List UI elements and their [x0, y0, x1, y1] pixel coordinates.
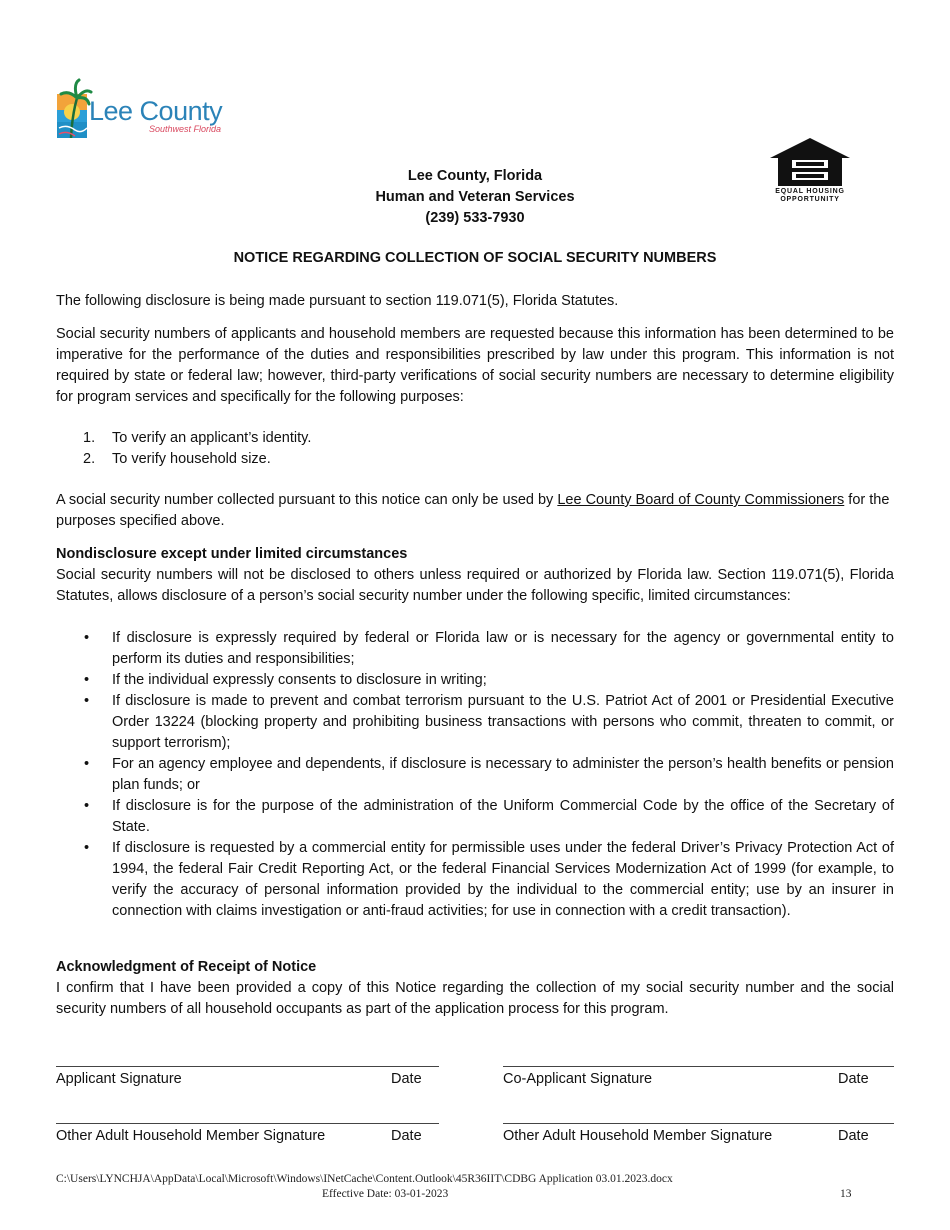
usage-text-after: for the purposes specified above.	[56, 492, 890, 529]
list-text: To verify household size.	[112, 451, 271, 467]
bullet-icon: •	[84, 630, 90, 646]
co-applicant-signature-line[interactable]	[503, 1066, 894, 1067]
acknowledgment-section	[56, 957, 894, 1020]
logo-tagline: Southwest Florida	[149, 124, 222, 134]
logo-text: Lee County	[89, 96, 223, 126]
bullet-icon: •	[84, 693, 90, 709]
list-item	[56, 754, 894, 796]
disclosure-circumstances-list	[56, 628, 894, 922]
list-item	[56, 838, 894, 922]
usage-paragraph	[56, 490, 894, 532]
list-item	[56, 691, 894, 754]
list-item	[56, 670, 894, 691]
usage-entity: Lee County Board of County Commissioners	[557, 492, 845, 508]
list-text: If disclosure is made to prevent and combat terrorism pursuant to the U.S. Patriot Act of 2001 or Presidential Executive Order 13224 (blocking property and prohibiting business transactions with persons who commit, threaten to commit, or support terrorism);	[112, 693, 894, 751]
list-text: If the individual expressly consents to disclosure in writing;	[112, 672, 487, 688]
applicant-signature-line[interactable]	[56, 1066, 439, 1067]
bullet-icon: •	[84, 798, 90, 814]
nondisclosure-section	[56, 544, 894, 607]
list-text: If disclosure is expressly required by federal or Florida law or is necessary for the agency or governmental entity to perform its duties and responsibilities;	[112, 630, 894, 667]
header-phone: (239) 533-7930	[425, 210, 525, 226]
footer-effective-date: Effective Date: 03-01-2023	[322, 1188, 449, 1200]
header-county: Lee County, Florida	[407, 168, 543, 184]
list-item	[56, 428, 894, 449]
list-text: To verify an applicant’s identity.	[112, 430, 312, 446]
page-number: 13	[840, 1188, 852, 1200]
acknowledgment-paragraph: I confirm that I have been provided a copy of this Notice regarding the collection of my social security number and the social security numbers of all household occupants as part of the application process for this program.	[56, 980, 894, 1017]
other-adult-date-label-1: Date	[391, 1128, 422, 1144]
eho-line2: OPPORTUNITY	[780, 196, 840, 203]
list-text: If disclosure is for the purpose of the administration of the Uniform Commercial Code by the office of the Secretary of State.	[112, 798, 894, 835]
list-item	[56, 796, 894, 838]
bullet-icon: •	[84, 756, 90, 772]
lee-county-logo	[55, 78, 235, 142]
other-adult-signature-line-1[interactable]	[56, 1123, 439, 1124]
other-adult-signature-line-2[interactable]	[503, 1123, 894, 1124]
list-item	[56, 628, 894, 670]
other-adult-date-label-2: Date	[838, 1128, 869, 1144]
other-adult-signature-label-2: Other Adult Household Member Signature	[503, 1128, 773, 1144]
list-item	[56, 449, 894, 470]
co-applicant-date-label: Date	[838, 1071, 869, 1087]
usage-text-before: A social security number collected pursuant to this notice can only be used by	[56, 492, 558, 508]
footer-file-path: C:\Users\LYNCHJA\AppData\Local\Microsoft\Windows\INetCache\Content.Outlook\45R36IIT\CDBG Application 03.01.2023.docx	[56, 1173, 673, 1185]
nondisclosure-paragraph: Social security numbers will not be disclosed to others unless required or authorized by Florida law. Section 119.071(5), Florida Statutes, allows disclosure of a person’s social security number under the following specific, limited circumstances:	[56, 567, 894, 604]
agency-header	[0, 166, 950, 229]
other-adult-signature-label-1: Other Adult Household Member Signature	[56, 1128, 326, 1144]
bullet-icon: •	[84, 840, 90, 856]
header-department: Human and Veteran Services	[375, 189, 575, 205]
nondisclosure-heading: Nondisclosure except under limited circumstances	[56, 546, 408, 562]
intro-paragraph: The following disclosure is being made pursuant to section 119.071(5), Florida Statutes.	[56, 293, 619, 309]
notice-title: NOTICE REGARDING COLLECTION OF SOCIAL SECURITY NUMBERS	[233, 250, 717, 266]
list-text: If disclosure is requested by a commercial entity for permissible uses under the federal Driver’s Privacy Protection Act of 1994, the federal Fair Credit Reporting Act, or the federal Financial Services Modernization Act of 1999 (for example, to verify the accuracy of personal information provided by the individual to the commercial entity; use by an insurer in connection with claims investigation or anti-fraud activities; for use in connection with a credit transaction).	[112, 840, 894, 919]
list-text: For an agency employee and dependents, if disclosure is necessary to administer the person’s health benefits or pension plan funds; or	[112, 756, 894, 793]
applicant-signature-label: Applicant Signature	[56, 1071, 182, 1087]
co-applicant-signature-label: Co-Applicant Signature	[503, 1071, 653, 1087]
bullet-icon: •	[84, 672, 90, 688]
purpose-list	[56, 428, 894, 470]
purpose-paragraph: Social security numbers of applicants and household members are requested because this information has been determined to be imperative for the performance of the duties and responsibilities prescribed by law under this program. This information is not required by state or federal law; however, third-party verifications of social security numbers are necessary to determine eligibility for program services and specifically for the following purposes:	[56, 326, 894, 405]
list-number: 2.	[83, 451, 96, 467]
applicant-date-label: Date	[391, 1071, 422, 1087]
acknowledgment-heading: Acknowledgment of Receipt of Notice	[56, 959, 317, 975]
list-number: 1.	[83, 430, 96, 446]
eho-line1: EQUAL HOUSING	[775, 188, 845, 195]
